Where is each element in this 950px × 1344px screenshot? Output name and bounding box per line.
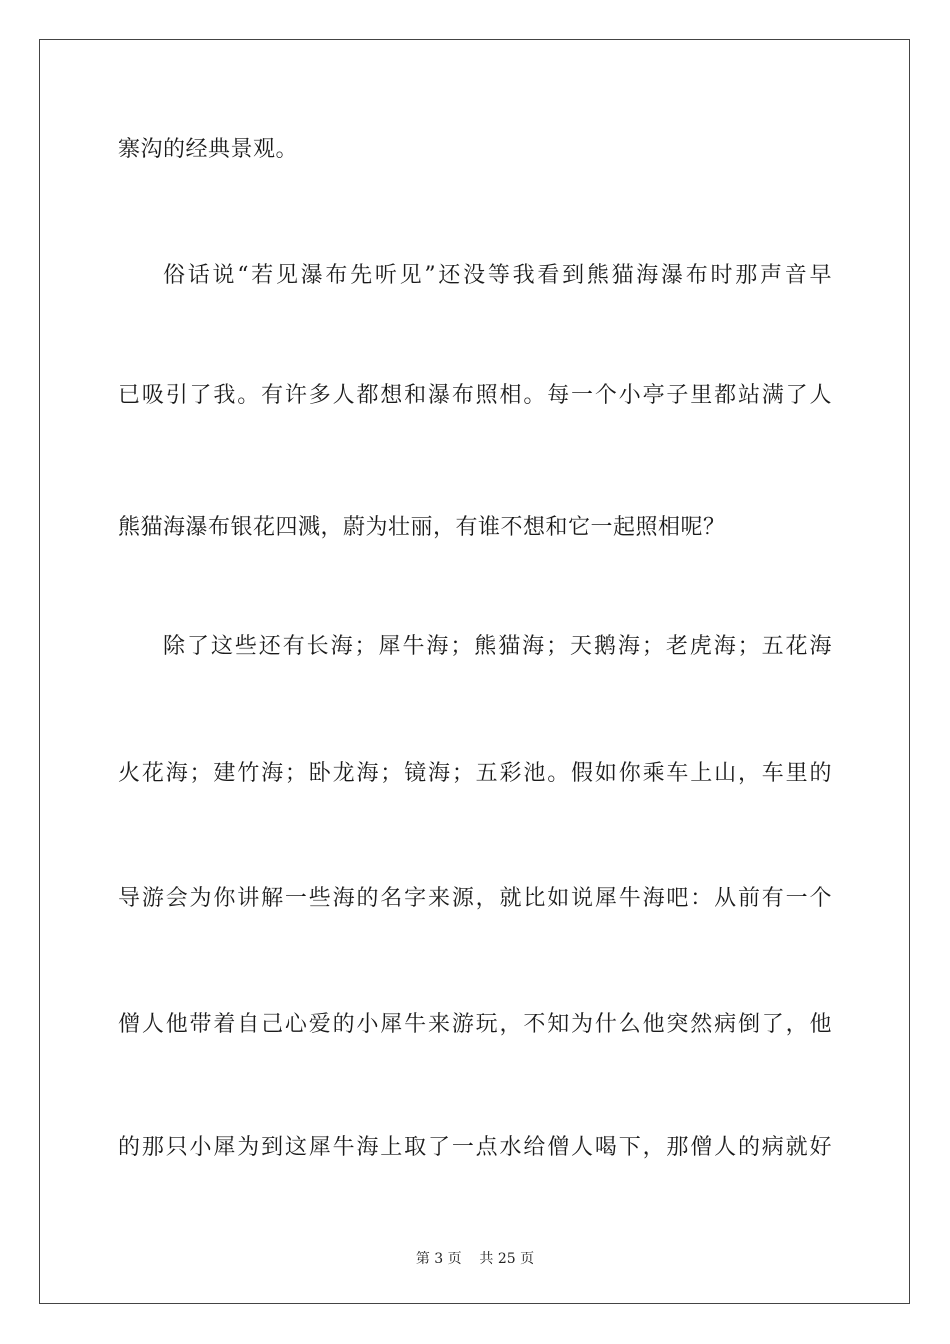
text-line: 的那只小犀为到这犀牛海上取了一点水给僧人喝下，那僧人的病就好: [118, 1135, 832, 1160]
text-line: 僧人他带着自己心爱的小犀牛来游玩，不知为什么他突然病倒了，他: [118, 1012, 832, 1037]
paragraph-first-line: 俗话说“若见瀑布先听见”还没等我看到熊猫海瀑布时那声音早: [163, 263, 832, 288]
text-line: 已吸引了我。有许多人都想和瀑布照相。每一个小亭子里都站满了人: [118, 383, 832, 408]
text-line: 熊猫海瀑布银花四溅，蔚为壮丽，有谁不想和它一起照相呢？: [118, 515, 726, 540]
page-border: [39, 39, 910, 1304]
text-line: 火花海；建竹海；卧龙海；镜海；五彩池。假如你乘车上山，车里的: [118, 761, 832, 786]
text-line: 导游会为你讲解一些海的名字来源，就比如说犀牛海吧：从前有一个: [118, 886, 832, 911]
page-number-footer: 第 3 页 共 25 页: [415, 1251, 535, 1267]
paragraph-first-line: 除了这些还有长海；犀牛海；熊猫海；天鹅海；老虎海；五花海: [163, 634, 832, 659]
text-line: 寨沟的经典景观。: [118, 137, 299, 162]
